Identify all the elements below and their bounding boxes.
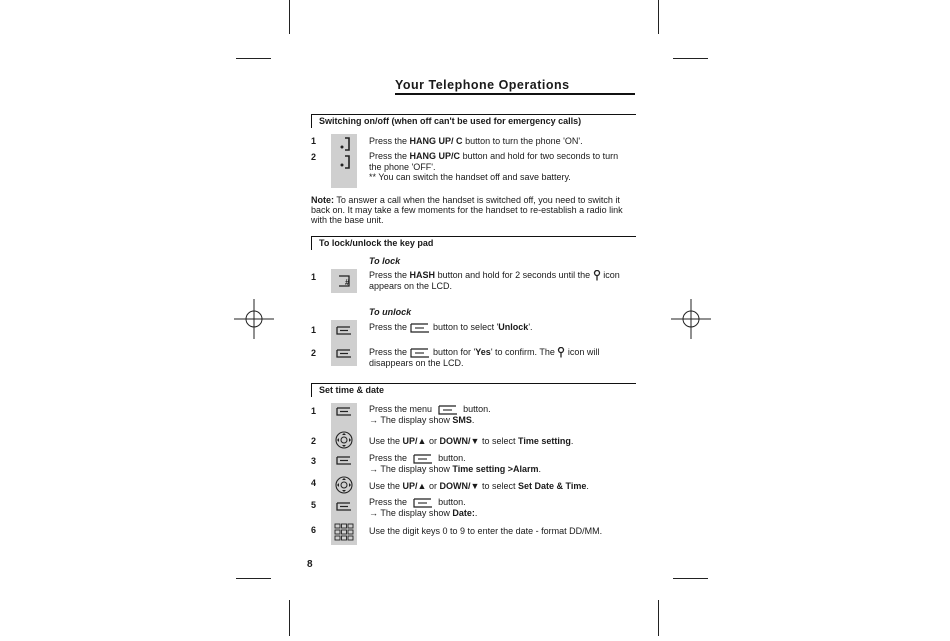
crop-mark (658, 600, 659, 636)
crop-mark (673, 58, 708, 59)
subheading-unlock: To unlock (369, 307, 412, 317)
icon-column (331, 134, 357, 188)
hash-key-icon (334, 274, 354, 288)
step-number: 1 (311, 272, 317, 282)
soft-key-icon (409, 347, 431, 358)
crop-mark (236, 58, 271, 59)
hang-up-key-icon (334, 137, 354, 151)
icon-column (331, 269, 357, 293)
soft-key-icon (334, 499, 354, 513)
note-paragraph: Note: To answer a call when the handset is switched off, you need to switch it back on. It may take a few moments for the handset to re-establish a radio link with the base unit. (311, 195, 623, 225)
page-number: 8 (307, 559, 313, 570)
step-number: 1 (311, 325, 317, 335)
step-number: 6 (311, 525, 317, 535)
subheading-lock: To lock (369, 256, 401, 266)
step-text: Press the button for 'Yes' to confirm. The icon will disappears on the LCD. (369, 347, 600, 369)
step-number: 3 (311, 456, 317, 466)
soft-key-icon (334, 346, 354, 360)
soft-key-icon (437, 404, 459, 415)
navigation-key-icon (334, 476, 354, 494)
key-lock-icon (593, 270, 601, 281)
manual-page (307, 0, 635, 641)
step-text: Use the digit keys 0 to 9 to enter the date - format DD/MM. (369, 526, 603, 536)
step-text: Press the menu button. → The display show SMS. (369, 404, 491, 426)
step-number: 2 (311, 436, 317, 446)
svg-text:#: # (345, 278, 350, 287)
icon-column (331, 320, 357, 366)
step-number: 2 (311, 152, 317, 162)
crop-mark (658, 0, 659, 34)
step-text: Press the button. → The display show Time setting >Alarm. (369, 453, 542, 475)
step-text: Use the UP/▲ or DOWN/▼ to select Set Date & Time. (369, 481, 589, 491)
keypad-icon (334, 523, 354, 542)
step-number: 4 (311, 478, 317, 488)
key-lock-icon (557, 347, 565, 358)
icon-column (331, 403, 357, 545)
crop-mark (236, 578, 271, 579)
step-number: 2 (311, 348, 317, 358)
soft-key-icon (412, 497, 434, 508)
soft-key-icon (412, 453, 434, 464)
step-text: Press the button to select 'Unlock'. (369, 322, 533, 332)
title-underline (395, 93, 635, 95)
soft-key-icon (334, 404, 354, 418)
soft-key-icon (334, 323, 354, 337)
section-heading-time-date: Set time & date (311, 383, 636, 397)
crop-mark (673, 578, 708, 579)
step-number: 1 (311, 136, 317, 146)
navigation-key-icon (334, 431, 354, 449)
step-number: 5 (311, 500, 317, 510)
step-text: Press the HANG UP/ C button to turn the phone 'ON'. (369, 136, 583, 146)
soft-key-icon (334, 453, 354, 467)
page-title: Your Telephone Operations (395, 78, 570, 92)
hang-up-key-icon (334, 155, 354, 169)
soft-key-icon (409, 322, 431, 333)
section-heading-switching: Switching on/off (when off can't be used for emergency calls) (311, 114, 636, 128)
section-heading-lock: To lock/unlock the key pad (311, 236, 636, 250)
crop-mark (289, 0, 290, 34)
step-text: Use the UP/▲ or DOWN/▼ to select Time setting. (369, 436, 574, 446)
crop-mark (289, 600, 290, 636)
registration-mark-right (671, 299, 711, 339)
step-text: Press the HASH button and hold for 2 seconds until the icon appears on the LCD. (369, 270, 620, 292)
step-text: Press the button. → The display show Date:. (369, 497, 478, 519)
step-text: Press the HANG UP/C button and hold for two seconds to turn the phone 'OFF'. ** You can switch the handset off and save battery. (369, 151, 619, 182)
registration-mark-left (234, 299, 274, 339)
step-number: 1 (311, 406, 317, 416)
